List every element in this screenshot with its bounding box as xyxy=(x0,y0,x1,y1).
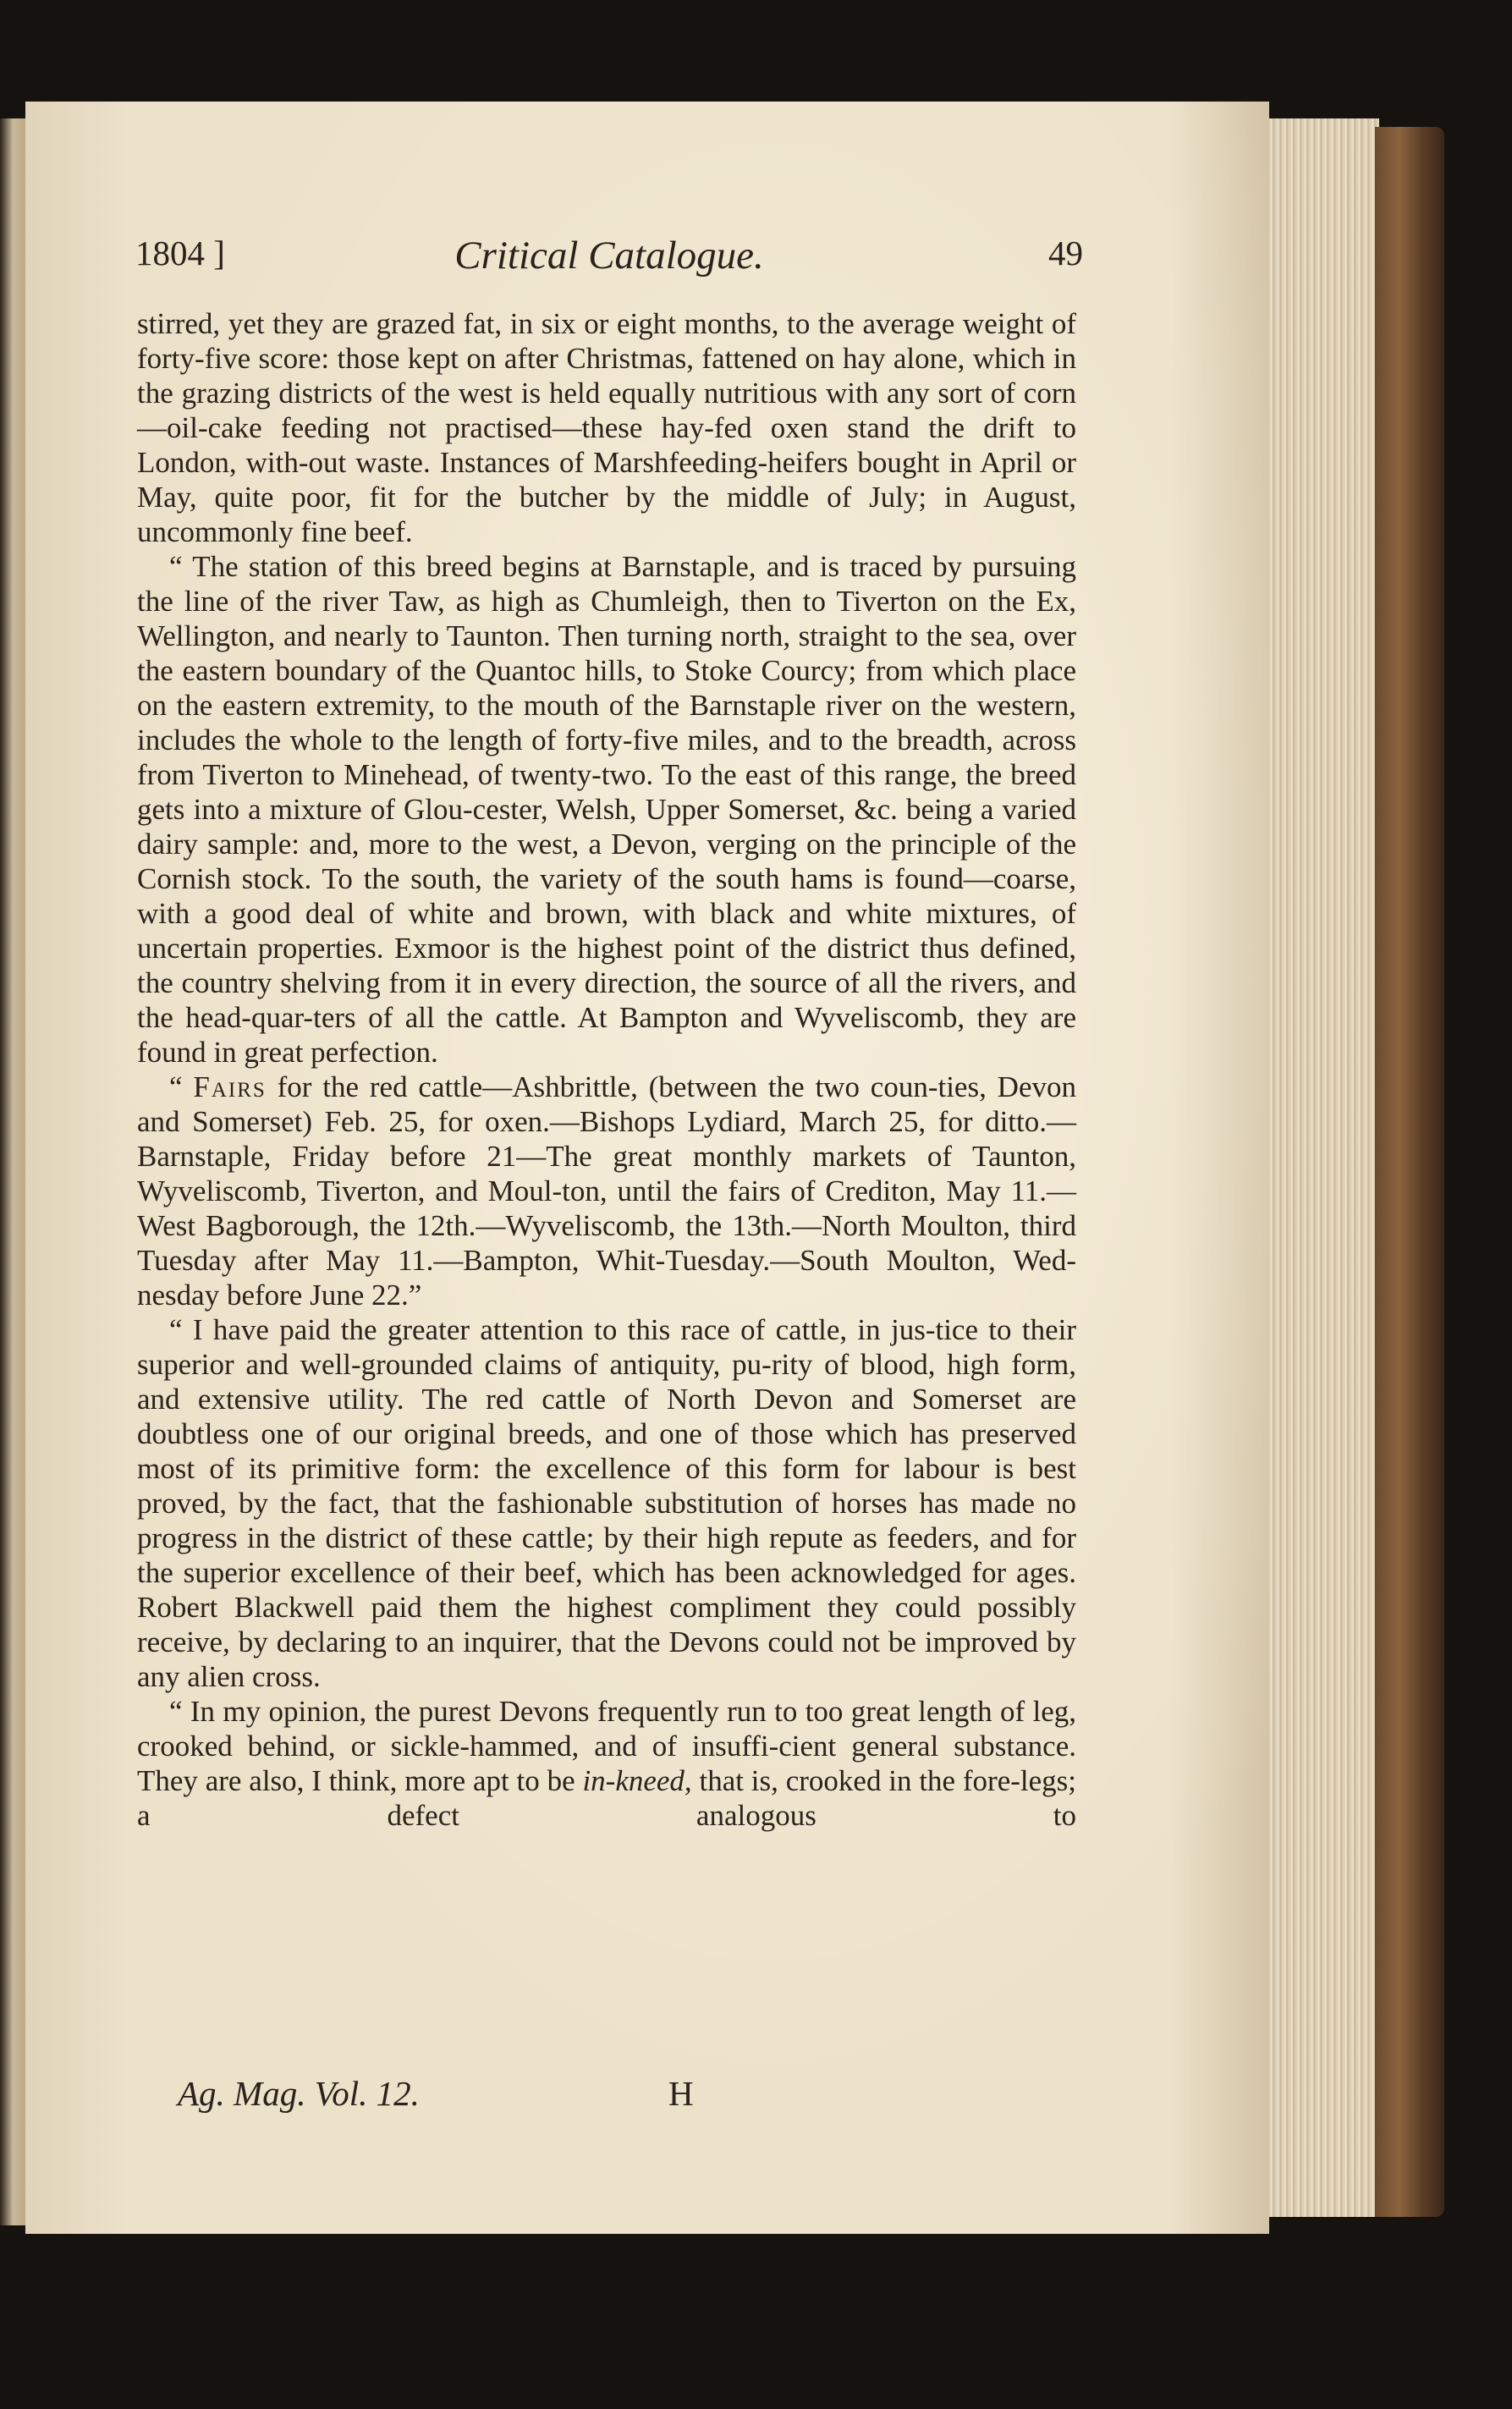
page-footer xyxy=(178,2073,770,2124)
page-number: 49 xyxy=(1048,234,1083,272)
fairs-text: for the red cattle—Ashbrittle, (between the two coun-ties, Devon and Somerset) Feb. 25, for oxen.—Bishops Lydiard, March 25, for ditto.—Barnstaple, Friday before 21—The great monthly markets of Taunton, Wyveliscomb, Tiverton, and Moul-ton, until the fairs of Crediton, May 11.—West Bagborough, the 12th.—Wyveliscomb, the 13th.—North Moulton, third Tuesday after May 11.—Bampton, Whit-Tuesday.—South Moulton, Wed-nesday before June 22.” xyxy=(137,1070,1076,1312)
facing-page-edge xyxy=(0,118,29,2225)
running-header xyxy=(135,233,1083,283)
footer-signature: Ag. Mag. Vol. 12. xyxy=(178,2074,420,2113)
opinion-text-end: that is, crooked in the fore-legs; a defect analogous to xyxy=(137,1764,1077,1832)
paragraph-fairs xyxy=(137,1070,1076,1312)
fairs-open-quote: “ xyxy=(169,1070,194,1103)
page-edges xyxy=(1269,118,1379,2217)
paragraph-attention: “ I have paid the greater attention to this race of cattle, in jus-tice to their superior and well-grounded claims of antiquity, pu-rity of blood, high form, and extensive utility. The red cattle of North Devon and Somerset are doubtless one of our original breeds, and one of those which has preserved most of its primitive form: the excellence of this form for labour is best proved, by the fact, that the fashionable substitution of horses has made no progress in the district of these cattle; by their high repute as feeders, and for the superior excellence of their beef, which has been acknowledged for ages. Robert Blackwell paid them the highest compliment they could possibly receive, by declaring to an inquirer, that the Devons could not be improved by any alien cross. xyxy=(137,1313,1076,1693)
fairs-lead-word: Fairs xyxy=(193,1070,267,1103)
paragraph-opinion xyxy=(137,1694,1076,1833)
body-text xyxy=(137,306,1076,1833)
header-title: Critical Catalogue. xyxy=(454,234,764,278)
paragraph-continued: stirred, yet they are grazed fat, in six or eight months, to the average weight of forty-five score: those kept on after Christmas, fattened on hay alone, which in the grazing districts of the west is held equally nutritious with any sort of corn—oil-cake feeding not practised—these hay-fed oxen stand the drift to London, with-out waste. Instances of Marshfeeding-heifers bought in April or May, quite poor, fit for the butcher by the middle of July; in August, uncommonly fine beef. xyxy=(137,307,1076,548)
opinion-italic-term: in-kneed, xyxy=(582,1764,692,1797)
opinion-text-start: “ In my opinion, the purest Devons frequently run to too great length of leg, crooked behind, or sickle-hammed, and of insuffi-cient general substance. They are also, I think, more apt to be xyxy=(137,1695,1076,1797)
book-cover xyxy=(1375,127,1444,2217)
signature-mark: H xyxy=(668,2074,694,2113)
paragraph-station: “ The station of this breed begins at Barnstaple, and is traced by pursuing the line of the river Taw, as high as Chumleigh, then to Tiverton on the Ex, Wellington, and nearly to Taunton. Then turning north, straight to the sea, over the eastern boundary of the Quantoc hills, to Stoke Courcy; from which place on the eastern extremity, to the mouth of the Barnstaple river on the western, includes the whole to the length of forty-five miles, and to the breadth, across from Tiverton to Minehead, of twenty-two. To the east of this range, the breed gets into a mixture of Glou-cester, Welsh, Upper Somerset, &c. being a varied dairy sample: and, more to the west, a Devon, verging on the principle of the Cornish stock. To the south, the variety of the south hams is found—coarse, with a good deal of white and brown, with black and white mixtures, of uncertain properties. Exmoor is the highest point of the district thus defined, the country shelving from it in every direction, the source of all the rivers, and the head-quar-ters of all the cattle. At Bampton and Wyveliscomb, they are found in great perfection. xyxy=(137,550,1076,1069)
header-year: 1804 ] xyxy=(135,234,225,272)
